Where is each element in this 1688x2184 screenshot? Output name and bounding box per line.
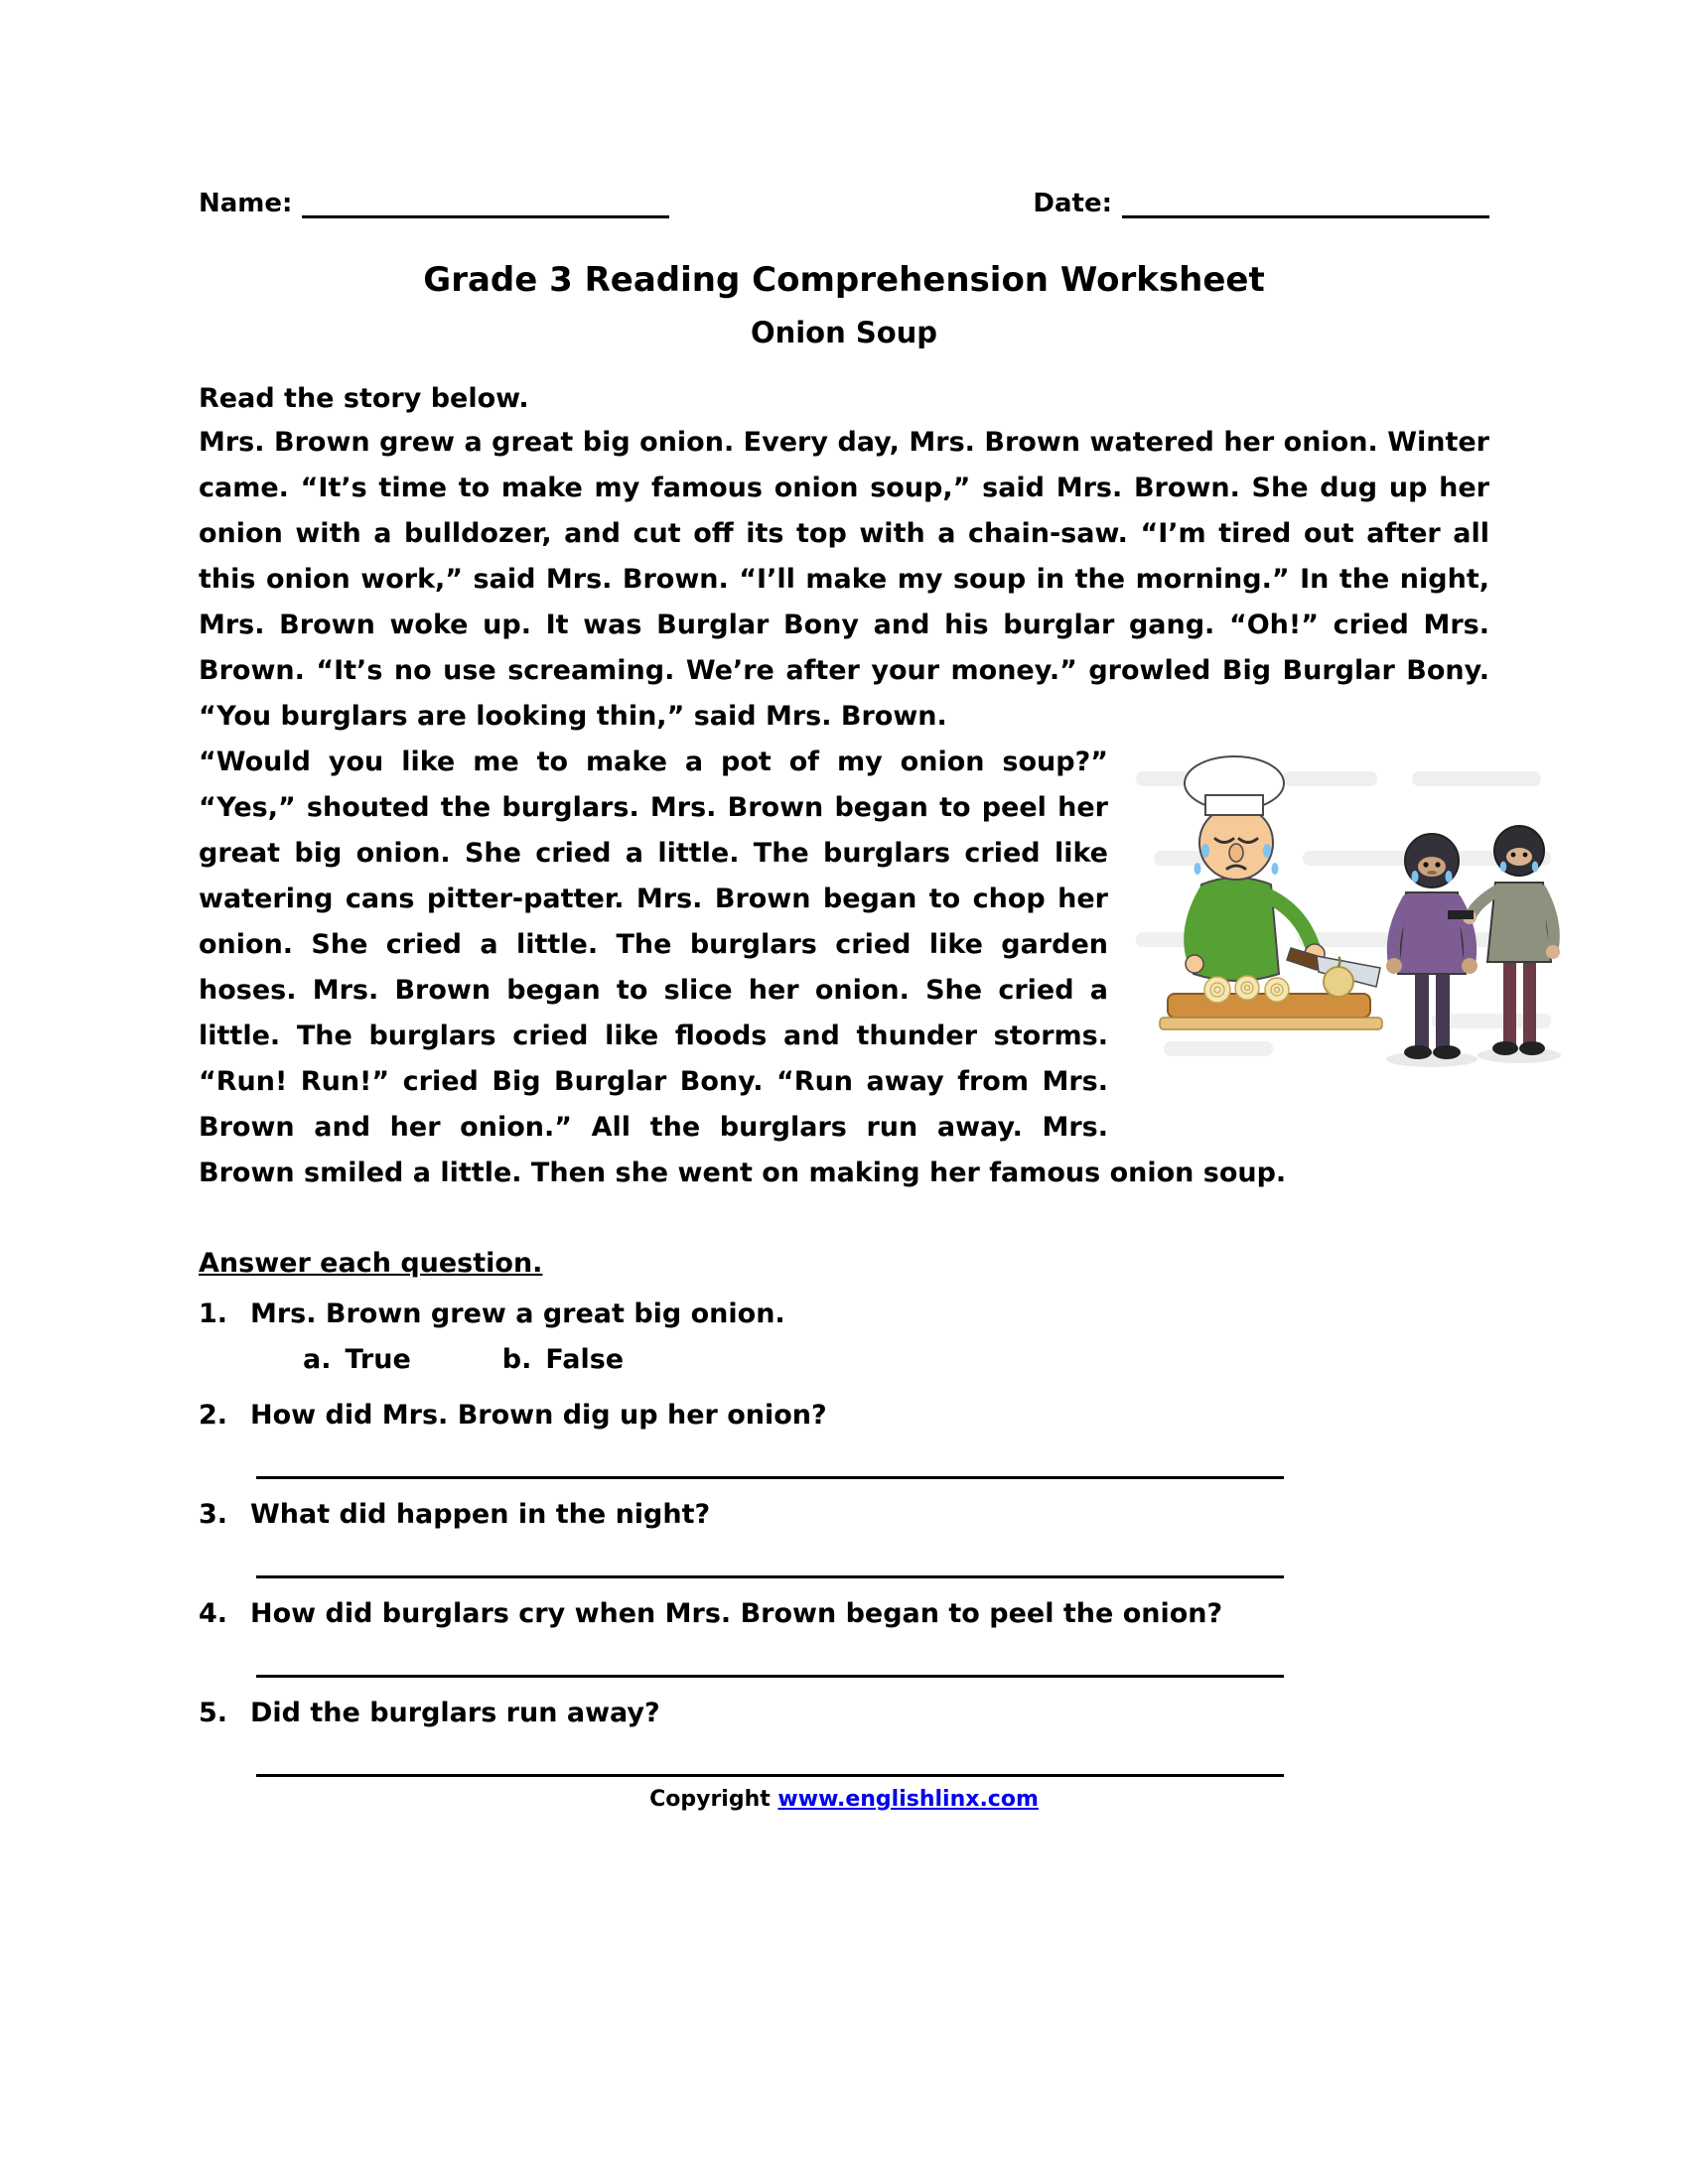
worksheet-subtitle: Onion Soup: [750, 316, 938, 349]
questions-section: [199, 1248, 1489, 1777]
question-2-number: 2.: [199, 1400, 228, 1431]
option-b-label: b.: [501, 1344, 532, 1375]
story-section: [199, 420, 1489, 1196]
name-label: Name:: [199, 189, 293, 218]
question-1-number: 1.: [199, 1298, 228, 1329]
name-blank-line: [302, 193, 669, 218]
question-4-number: 4.: [199, 1598, 228, 1629]
question-1: [199, 1295, 1489, 1334]
englishlinx-link[interactable]: www.englishlinx.com: [777, 1787, 1039, 1812]
date-blank-line: [1122, 193, 1489, 218]
story-instruction: Read the story below.: [199, 383, 529, 414]
burglar-one-figure: [1386, 834, 1477, 1067]
question-2-text: How did Mrs. Brown dig up her onion?: [250, 1400, 827, 1431]
question-1-text: Mrs. Brown grew a great big onion.: [250, 1298, 785, 1329]
question-3-answer-line: [256, 1555, 1284, 1578]
question-3-text: What did happen in the night?: [250, 1499, 711, 1530]
chef-figure: [1185, 756, 1380, 987]
question-4-text: How did burglars cry when Mrs. Brown began to peel the onion?: [250, 1598, 1223, 1629]
question-2-answer-line: [256, 1455, 1284, 1479]
copyright-text: Copyright: [649, 1787, 778, 1812]
footer: [199, 1787, 1489, 1812]
question-5-number: 5.: [199, 1698, 228, 1728]
option-a-label: a.: [303, 1344, 332, 1375]
question-3-number: 3.: [199, 1499, 228, 1530]
question-5: [199, 1694, 1489, 1733]
name-field: [199, 189, 669, 218]
onion-soup-illustration: [1134, 744, 1581, 1121]
question-4: [199, 1594, 1489, 1634]
question-3: [199, 1495, 1489, 1535]
question-1-options: [303, 1340, 1489, 1380]
onion-soup-cartoon: [1134, 744, 1581, 1121]
question-5-text: Did the burglars run away?: [250, 1698, 660, 1728]
date-label: Date:: [1033, 189, 1112, 218]
date-field: [1033, 189, 1489, 218]
questions-header: Answer each question.: [199, 1248, 543, 1279]
option-b-text: False: [545, 1344, 625, 1375]
question-2: [199, 1396, 1489, 1435]
question-4-answer-line: [256, 1654, 1284, 1678]
name-date-row: [199, 189, 1489, 218]
story-part1: Mrs. Brown grew a great big onion. Every day, Mrs. Brown watered her onion. Winter came. “It’s time to make my famous onion soup,” said Mrs. Brown. She dug up her onion with a bulldozer, and cut off its top with a chain-saw. “I’m tired out after all this onion work,” said Mrs. Brown. “I’ll make my soup in the morning.” In the night, Mrs. Brown woke up. It was Burglar Bony and his burglar gang. “Oh!” cried Mrs. Brown. “It’s no use screaming. We’re after your money.” growled Big Burglar Bony. “You burglars are looking thin,” said Mrs. Brown.: [199, 427, 1489, 732]
story-part2: “Would you like me to make a pot of my onion soup?” “Yes,” shouted the burglars. Mrs. Brown began to peel her great big onion. She cried a little. The burglars cried like watering cans pitter-patter. Mrs. Brown began to chop her onion. She cried a little. The burglars cried like garden hoses. Mrs. Brown began to slice her onion. She cried a little. The burglars cried like floods and thunder storms. “Run! Run!” cried Big Burglar Bony. “Run away from Mrs. Brown and her onion.” All the burglars run away. Mrs. Brown smiled a little. Then she went on making her famous onion soup.: [199, 747, 1287, 1188]
question-5-answer-line: [256, 1753, 1284, 1777]
story-part2-container: [199, 740, 1489, 1196]
option-a-text: True: [345, 1344, 411, 1375]
worksheet-title: Grade 3 Reading Comprehension Worksheet: [423, 260, 1265, 300]
